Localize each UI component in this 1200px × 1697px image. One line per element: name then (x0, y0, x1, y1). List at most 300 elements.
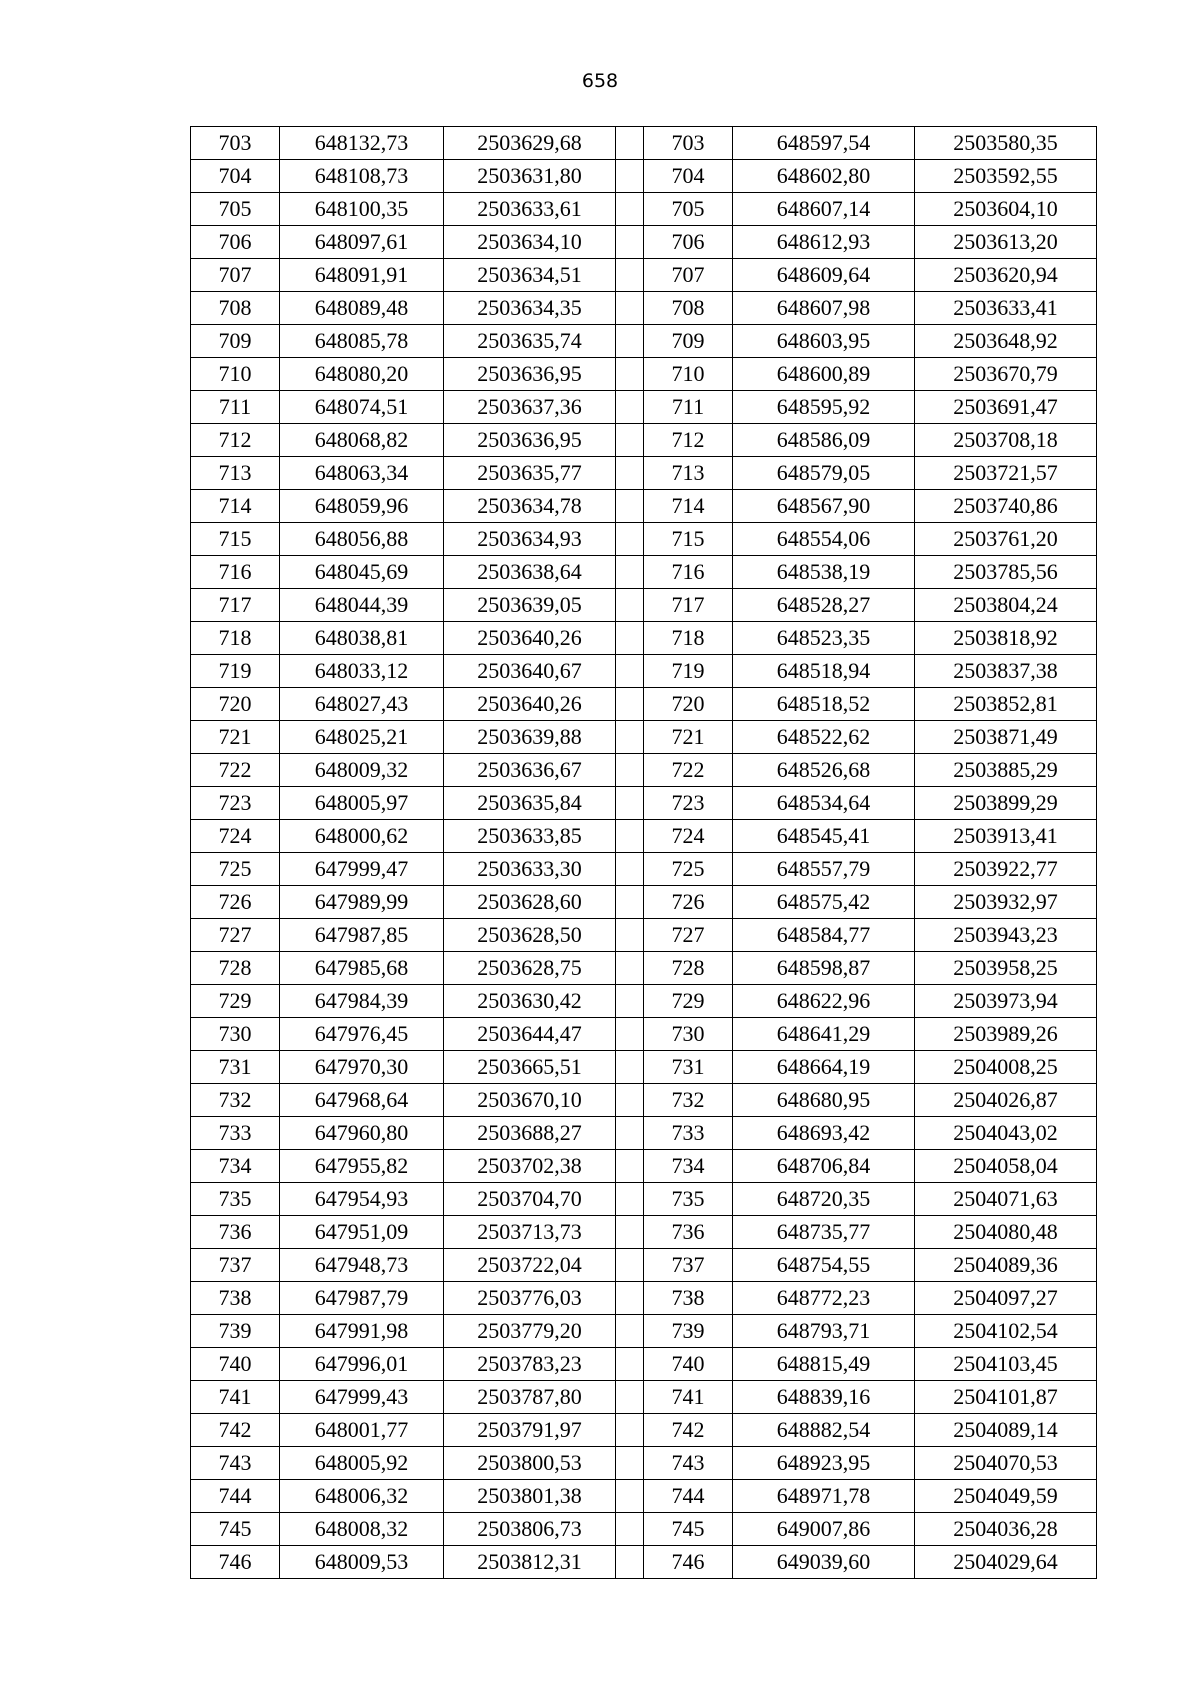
point-number-cell: 718 (191, 622, 280, 655)
table-row (191, 391, 1097, 424)
spacer-cell (616, 1381, 644, 1414)
point-number-cell: 709 (191, 325, 280, 358)
table-row (191, 259, 1097, 292)
y-coordinate-cell: 2503628,60 (444, 886, 616, 919)
x-coordinate-cell: 648584,77 (733, 919, 915, 952)
table-row (191, 490, 1097, 523)
y-coordinate-cell: 2503691,47 (915, 391, 1097, 424)
table-row (191, 985, 1097, 1018)
point-number-cell: 726 (644, 886, 733, 919)
x-coordinate-cell: 647960,80 (280, 1117, 444, 1150)
x-coordinate-cell: 648100,35 (280, 193, 444, 226)
point-number-cell: 735 (191, 1183, 280, 1216)
point-number-cell: 708 (644, 292, 733, 325)
x-coordinate-cell: 648009,32 (280, 754, 444, 787)
table-row (191, 952, 1097, 985)
point-number-cell: 713 (644, 457, 733, 490)
point-number-cell: 741 (191, 1381, 280, 1414)
y-coordinate-cell: 2503818,92 (915, 622, 1097, 655)
table-row (191, 325, 1097, 358)
y-coordinate-cell: 2503636,95 (444, 358, 616, 391)
point-number-cell: 724 (644, 820, 733, 853)
x-coordinate-cell: 648005,92 (280, 1447, 444, 1480)
y-coordinate-cell: 2503635,74 (444, 325, 616, 358)
x-coordinate-cell: 647987,85 (280, 919, 444, 952)
table-row (191, 1150, 1097, 1183)
table-row (191, 886, 1097, 919)
x-coordinate-cell: 648597,54 (733, 127, 915, 160)
x-coordinate-cell: 648680,95 (733, 1084, 915, 1117)
point-number-cell: 718 (644, 622, 733, 655)
table-row (191, 1315, 1097, 1348)
x-coordinate-cell: 648033,12 (280, 655, 444, 688)
y-coordinate-cell: 2503785,56 (915, 556, 1097, 589)
y-coordinate-cell: 2503721,57 (915, 457, 1097, 490)
y-coordinate-cell: 2503634,35 (444, 292, 616, 325)
y-coordinate-cell: 2503629,68 (444, 127, 616, 160)
point-number-cell: 711 (191, 391, 280, 424)
point-number-cell: 712 (191, 424, 280, 457)
x-coordinate-cell: 647999,43 (280, 1381, 444, 1414)
x-coordinate-cell: 648923,95 (733, 1447, 915, 1480)
spacer-cell (616, 1150, 644, 1183)
table-row (191, 787, 1097, 820)
point-number-cell: 710 (644, 358, 733, 391)
spacer-cell (616, 325, 644, 358)
x-coordinate-cell: 649039,60 (733, 1546, 915, 1579)
y-coordinate-cell: 2503604,10 (915, 193, 1097, 226)
table-row (191, 127, 1097, 160)
x-coordinate-cell: 648772,23 (733, 1282, 915, 1315)
point-number-cell: 720 (191, 688, 280, 721)
x-coordinate-cell: 647951,09 (280, 1216, 444, 1249)
spacer-cell (616, 1447, 644, 1480)
x-coordinate-cell: 648091,91 (280, 259, 444, 292)
y-coordinate-cell: 2503783,23 (444, 1348, 616, 1381)
y-coordinate-cell: 2503871,49 (915, 721, 1097, 754)
x-coordinate-cell: 648554,06 (733, 523, 915, 556)
y-coordinate-cell: 2504080,48 (915, 1216, 1097, 1249)
x-coordinate-cell: 648971,78 (733, 1480, 915, 1513)
point-number-cell: 730 (191, 1018, 280, 1051)
y-coordinate-cell: 2504097,27 (915, 1282, 1097, 1315)
spacer-cell (616, 820, 644, 853)
point-number-cell: 724 (191, 820, 280, 853)
table-row (191, 1546, 1097, 1579)
spacer-cell (616, 1315, 644, 1348)
y-coordinate-cell: 2503636,95 (444, 424, 616, 457)
point-number-cell: 745 (191, 1513, 280, 1546)
table-row (191, 292, 1097, 325)
y-coordinate-cell: 2504029,64 (915, 1546, 1097, 1579)
table-row (191, 1381, 1097, 1414)
table-row (191, 193, 1097, 226)
coordinates-table (190, 126, 1097, 1579)
point-number-cell: 729 (644, 985, 733, 1018)
spacer-cell (616, 556, 644, 589)
spacer-cell (616, 1414, 644, 1447)
point-number-cell: 715 (191, 523, 280, 556)
table-row (191, 820, 1097, 853)
point-number-cell: 740 (191, 1348, 280, 1381)
x-coordinate-cell: 648080,20 (280, 358, 444, 391)
x-coordinate-cell: 648839,16 (733, 1381, 915, 1414)
point-number-cell: 720 (644, 688, 733, 721)
spacer-cell (616, 622, 644, 655)
y-coordinate-cell: 2503637,36 (444, 391, 616, 424)
y-coordinate-cell: 2503989,26 (915, 1018, 1097, 1051)
spacer-cell (616, 1216, 644, 1249)
x-coordinate-cell: 648609,64 (733, 259, 915, 292)
point-number-cell: 739 (644, 1315, 733, 1348)
spacer-cell (616, 424, 644, 457)
y-coordinate-cell: 2503634,10 (444, 226, 616, 259)
point-number-cell: 723 (644, 787, 733, 820)
x-coordinate-cell: 648720,35 (733, 1183, 915, 1216)
spacer-cell (616, 787, 644, 820)
x-coordinate-cell: 648641,29 (733, 1018, 915, 1051)
table-row (191, 160, 1097, 193)
point-number-cell: 729 (191, 985, 280, 1018)
y-coordinate-cell: 2503639,88 (444, 721, 616, 754)
table-row (191, 424, 1097, 457)
point-number-cell: 721 (191, 721, 280, 754)
spacer-cell (616, 127, 644, 160)
y-coordinate-cell: 2503973,94 (915, 985, 1097, 1018)
x-coordinate-cell: 648598,87 (733, 952, 915, 985)
x-coordinate-cell: 647996,01 (280, 1348, 444, 1381)
table-row (191, 622, 1097, 655)
point-number-cell: 713 (191, 457, 280, 490)
y-coordinate-cell: 2503702,38 (444, 1150, 616, 1183)
y-coordinate-cell: 2503634,78 (444, 490, 616, 523)
x-coordinate-cell: 647999,47 (280, 853, 444, 886)
point-number-cell: 746 (644, 1546, 733, 1579)
spacer-cell (616, 754, 644, 787)
y-coordinate-cell: 2504101,87 (915, 1381, 1097, 1414)
y-coordinate-cell: 2503791,97 (444, 1414, 616, 1447)
x-coordinate-cell: 648522,62 (733, 721, 915, 754)
x-coordinate-cell: 648089,48 (280, 292, 444, 325)
point-number-cell: 733 (644, 1117, 733, 1150)
x-coordinate-cell: 648063,34 (280, 457, 444, 490)
y-coordinate-cell: 2504008,25 (915, 1051, 1097, 1084)
spacer-cell (616, 358, 644, 391)
point-number-cell: 732 (644, 1084, 733, 1117)
x-coordinate-cell: 647989,99 (280, 886, 444, 919)
point-number-cell: 714 (191, 490, 280, 523)
y-coordinate-cell: 2503648,92 (915, 325, 1097, 358)
table-row (191, 556, 1097, 589)
spacer-cell (616, 1051, 644, 1084)
point-number-cell: 744 (644, 1480, 733, 1513)
y-coordinate-cell: 2503740,86 (915, 490, 1097, 523)
y-coordinate-cell: 2503761,20 (915, 523, 1097, 556)
y-coordinate-cell: 2503722,04 (444, 1249, 616, 1282)
spacer-cell (616, 391, 644, 424)
y-coordinate-cell: 2503633,30 (444, 853, 616, 886)
x-coordinate-cell: 647984,39 (280, 985, 444, 1018)
x-coordinate-cell: 648815,49 (733, 1348, 915, 1381)
y-coordinate-cell: 2503670,79 (915, 358, 1097, 391)
point-number-cell: 708 (191, 292, 280, 325)
point-number-cell: 725 (191, 853, 280, 886)
y-coordinate-cell: 2503704,70 (444, 1183, 616, 1216)
table-row (191, 1249, 1097, 1282)
point-number-cell: 712 (644, 424, 733, 457)
y-coordinate-cell: 2503943,23 (915, 919, 1097, 952)
spacer-cell (616, 1084, 644, 1117)
y-coordinate-cell: 2503635,84 (444, 787, 616, 820)
spacer-cell (616, 1249, 644, 1282)
x-coordinate-cell: 647955,82 (280, 1150, 444, 1183)
point-number-cell: 743 (191, 1447, 280, 1480)
table-row (191, 721, 1097, 754)
spacer-cell (616, 1117, 644, 1150)
y-coordinate-cell: 2503628,50 (444, 919, 616, 952)
y-coordinate-cell: 2503592,55 (915, 160, 1097, 193)
y-coordinate-cell: 2503640,26 (444, 622, 616, 655)
point-number-cell: 716 (644, 556, 733, 589)
point-number-cell: 736 (191, 1216, 280, 1249)
table-row (191, 1480, 1097, 1513)
spacer-cell (616, 226, 644, 259)
x-coordinate-cell: 648735,77 (733, 1216, 915, 1249)
point-number-cell: 717 (644, 589, 733, 622)
point-number-cell: 736 (644, 1216, 733, 1249)
y-coordinate-cell: 2503837,38 (915, 655, 1097, 688)
x-coordinate-cell: 648882,54 (733, 1414, 915, 1447)
spacer-cell (616, 688, 644, 721)
spacer-cell (616, 1348, 644, 1381)
table-row (191, 1513, 1097, 1546)
point-number-cell: 734 (191, 1150, 280, 1183)
point-number-cell: 711 (644, 391, 733, 424)
x-coordinate-cell: 648008,32 (280, 1513, 444, 1546)
point-number-cell: 703 (644, 127, 733, 160)
point-number-cell: 730 (644, 1018, 733, 1051)
x-coordinate-cell: 648557,79 (733, 853, 915, 886)
point-number-cell: 714 (644, 490, 733, 523)
point-number-cell: 704 (644, 160, 733, 193)
point-number-cell: 709 (644, 325, 733, 358)
spacer-cell (616, 919, 644, 952)
x-coordinate-cell: 648518,94 (733, 655, 915, 688)
spacer-cell (616, 952, 644, 985)
y-coordinate-cell: 2503630,42 (444, 985, 616, 1018)
y-coordinate-cell: 2503640,67 (444, 655, 616, 688)
x-coordinate-cell: 647968,64 (280, 1084, 444, 1117)
table-row (191, 589, 1097, 622)
page-number: 658 (581, 70, 619, 92)
table-row (191, 1051, 1097, 1084)
x-coordinate-cell: 648038,81 (280, 622, 444, 655)
point-number-cell: 728 (191, 952, 280, 985)
point-number-cell: 707 (644, 259, 733, 292)
y-coordinate-cell: 2503628,75 (444, 952, 616, 985)
table-row (191, 457, 1097, 490)
y-coordinate-cell: 2503636,67 (444, 754, 616, 787)
y-coordinate-cell: 2504071,63 (915, 1183, 1097, 1216)
table-row (191, 1183, 1097, 1216)
point-number-cell: 738 (644, 1282, 733, 1315)
table-row (191, 919, 1097, 952)
table-row (191, 1216, 1097, 1249)
y-coordinate-cell: 2503776,03 (444, 1282, 616, 1315)
point-number-cell: 731 (644, 1051, 733, 1084)
table-row (191, 1348, 1097, 1381)
x-coordinate-cell: 648622,96 (733, 985, 915, 1018)
y-coordinate-cell: 2503670,10 (444, 1084, 616, 1117)
y-coordinate-cell: 2503800,53 (444, 1447, 616, 1480)
point-number-cell: 734 (644, 1150, 733, 1183)
table-row (191, 655, 1097, 688)
x-coordinate-cell: 647970,30 (280, 1051, 444, 1084)
x-coordinate-cell: 648575,42 (733, 886, 915, 919)
x-coordinate-cell: 648009,53 (280, 1546, 444, 1579)
point-number-cell: 727 (191, 919, 280, 952)
table-row (191, 1084, 1097, 1117)
x-coordinate-cell: 648526,68 (733, 754, 915, 787)
y-coordinate-cell: 2503634,93 (444, 523, 616, 556)
x-coordinate-cell: 647948,73 (280, 1249, 444, 1282)
point-number-cell: 706 (644, 226, 733, 259)
y-coordinate-cell: 2503713,73 (444, 1216, 616, 1249)
y-coordinate-cell: 2503958,25 (915, 952, 1097, 985)
spacer-cell (616, 523, 644, 556)
y-coordinate-cell: 2503812,31 (444, 1546, 616, 1579)
spacer-cell (616, 985, 644, 1018)
x-coordinate-cell: 648045,69 (280, 556, 444, 589)
y-coordinate-cell: 2503580,35 (915, 127, 1097, 160)
x-coordinate-cell: 648000,62 (280, 820, 444, 853)
x-coordinate-cell: 648603,95 (733, 325, 915, 358)
x-coordinate-cell: 648518,52 (733, 688, 915, 721)
spacer-cell (616, 259, 644, 292)
y-coordinate-cell: 2503633,85 (444, 820, 616, 853)
x-coordinate-cell: 647991,98 (280, 1315, 444, 1348)
table-row (191, 226, 1097, 259)
y-coordinate-cell: 2504049,59 (915, 1480, 1097, 1513)
spacer-cell (616, 589, 644, 622)
table-row (191, 1282, 1097, 1315)
point-number-cell: 742 (191, 1414, 280, 1447)
spacer-cell (616, 655, 644, 688)
x-coordinate-cell: 648534,64 (733, 787, 915, 820)
x-coordinate-cell: 648006,32 (280, 1480, 444, 1513)
point-number-cell: 737 (644, 1249, 733, 1282)
point-number-cell: 721 (644, 721, 733, 754)
x-coordinate-cell: 649007,86 (733, 1513, 915, 1546)
y-coordinate-cell: 2503635,77 (444, 457, 616, 490)
spacer-cell (616, 193, 644, 226)
y-coordinate-cell: 2503634,51 (444, 259, 616, 292)
point-number-cell: 744 (191, 1480, 280, 1513)
spacer-cell (616, 1480, 644, 1513)
y-coordinate-cell: 2503787,80 (444, 1381, 616, 1414)
point-number-cell: 719 (191, 655, 280, 688)
y-coordinate-cell: 2503639,05 (444, 589, 616, 622)
y-coordinate-cell: 2504089,36 (915, 1249, 1097, 1282)
x-coordinate-cell: 647976,45 (280, 1018, 444, 1051)
x-coordinate-cell: 648793,71 (733, 1315, 915, 1348)
point-number-cell: 723 (191, 787, 280, 820)
x-coordinate-cell: 648056,88 (280, 523, 444, 556)
spacer-cell (616, 490, 644, 523)
y-coordinate-cell: 2503922,77 (915, 853, 1097, 886)
point-number-cell: 737 (191, 1249, 280, 1282)
y-coordinate-cell: 2503899,29 (915, 787, 1097, 820)
table-row (191, 1414, 1097, 1447)
x-coordinate-cell: 648523,35 (733, 622, 915, 655)
x-coordinate-cell: 648567,90 (733, 490, 915, 523)
spacer-cell (616, 1018, 644, 1051)
x-coordinate-cell: 648595,92 (733, 391, 915, 424)
y-coordinate-cell: 2503631,80 (444, 160, 616, 193)
x-coordinate-cell: 648586,09 (733, 424, 915, 457)
point-number-cell: 743 (644, 1447, 733, 1480)
point-number-cell: 725 (644, 853, 733, 886)
point-number-cell: 705 (191, 193, 280, 226)
y-coordinate-cell: 2503613,20 (915, 226, 1097, 259)
spacer-cell (616, 721, 644, 754)
table-row (191, 1018, 1097, 1051)
x-coordinate-cell: 648005,97 (280, 787, 444, 820)
x-coordinate-cell: 648108,73 (280, 160, 444, 193)
table-row (191, 523, 1097, 556)
x-coordinate-cell: 647987,79 (280, 1282, 444, 1315)
y-coordinate-cell: 2503806,73 (444, 1513, 616, 1546)
y-coordinate-cell: 2504058,04 (915, 1150, 1097, 1183)
point-number-cell: 719 (644, 655, 733, 688)
x-coordinate-cell: 647954,93 (280, 1183, 444, 1216)
coordinates-table-body (191, 127, 1097, 1579)
y-coordinate-cell: 2504036,28 (915, 1513, 1097, 1546)
y-coordinate-cell: 2503620,94 (915, 259, 1097, 292)
spacer-cell (616, 886, 644, 919)
x-coordinate-cell: 648068,82 (280, 424, 444, 457)
spacer-cell (616, 160, 644, 193)
spacer-cell (616, 292, 644, 325)
y-coordinate-cell: 2504070,53 (915, 1447, 1097, 1480)
point-number-cell: 731 (191, 1051, 280, 1084)
y-coordinate-cell: 2503708,18 (915, 424, 1097, 457)
point-number-cell: 726 (191, 886, 280, 919)
x-coordinate-cell: 648528,27 (733, 589, 915, 622)
table-row (191, 853, 1097, 886)
point-number-cell: 733 (191, 1117, 280, 1150)
point-number-cell: 745 (644, 1513, 733, 1546)
point-number-cell: 728 (644, 952, 733, 985)
x-coordinate-cell: 648074,51 (280, 391, 444, 424)
point-number-cell: 741 (644, 1381, 733, 1414)
y-coordinate-cell: 2503638,64 (444, 556, 616, 589)
spacer-cell (616, 457, 644, 490)
y-coordinate-cell: 2503852,81 (915, 688, 1097, 721)
x-coordinate-cell: 648545,41 (733, 820, 915, 853)
y-coordinate-cell: 2503688,27 (444, 1117, 616, 1150)
point-number-cell: 742 (644, 1414, 733, 1447)
y-coordinate-cell: 2503801,38 (444, 1480, 616, 1513)
x-coordinate-cell: 648001,77 (280, 1414, 444, 1447)
x-coordinate-cell: 648612,93 (733, 226, 915, 259)
x-coordinate-cell: 648579,05 (733, 457, 915, 490)
point-number-cell: 746 (191, 1546, 280, 1579)
spacer-cell (616, 853, 644, 886)
point-number-cell: 707 (191, 259, 280, 292)
x-coordinate-cell: 648097,61 (280, 226, 444, 259)
point-number-cell: 732 (191, 1084, 280, 1117)
